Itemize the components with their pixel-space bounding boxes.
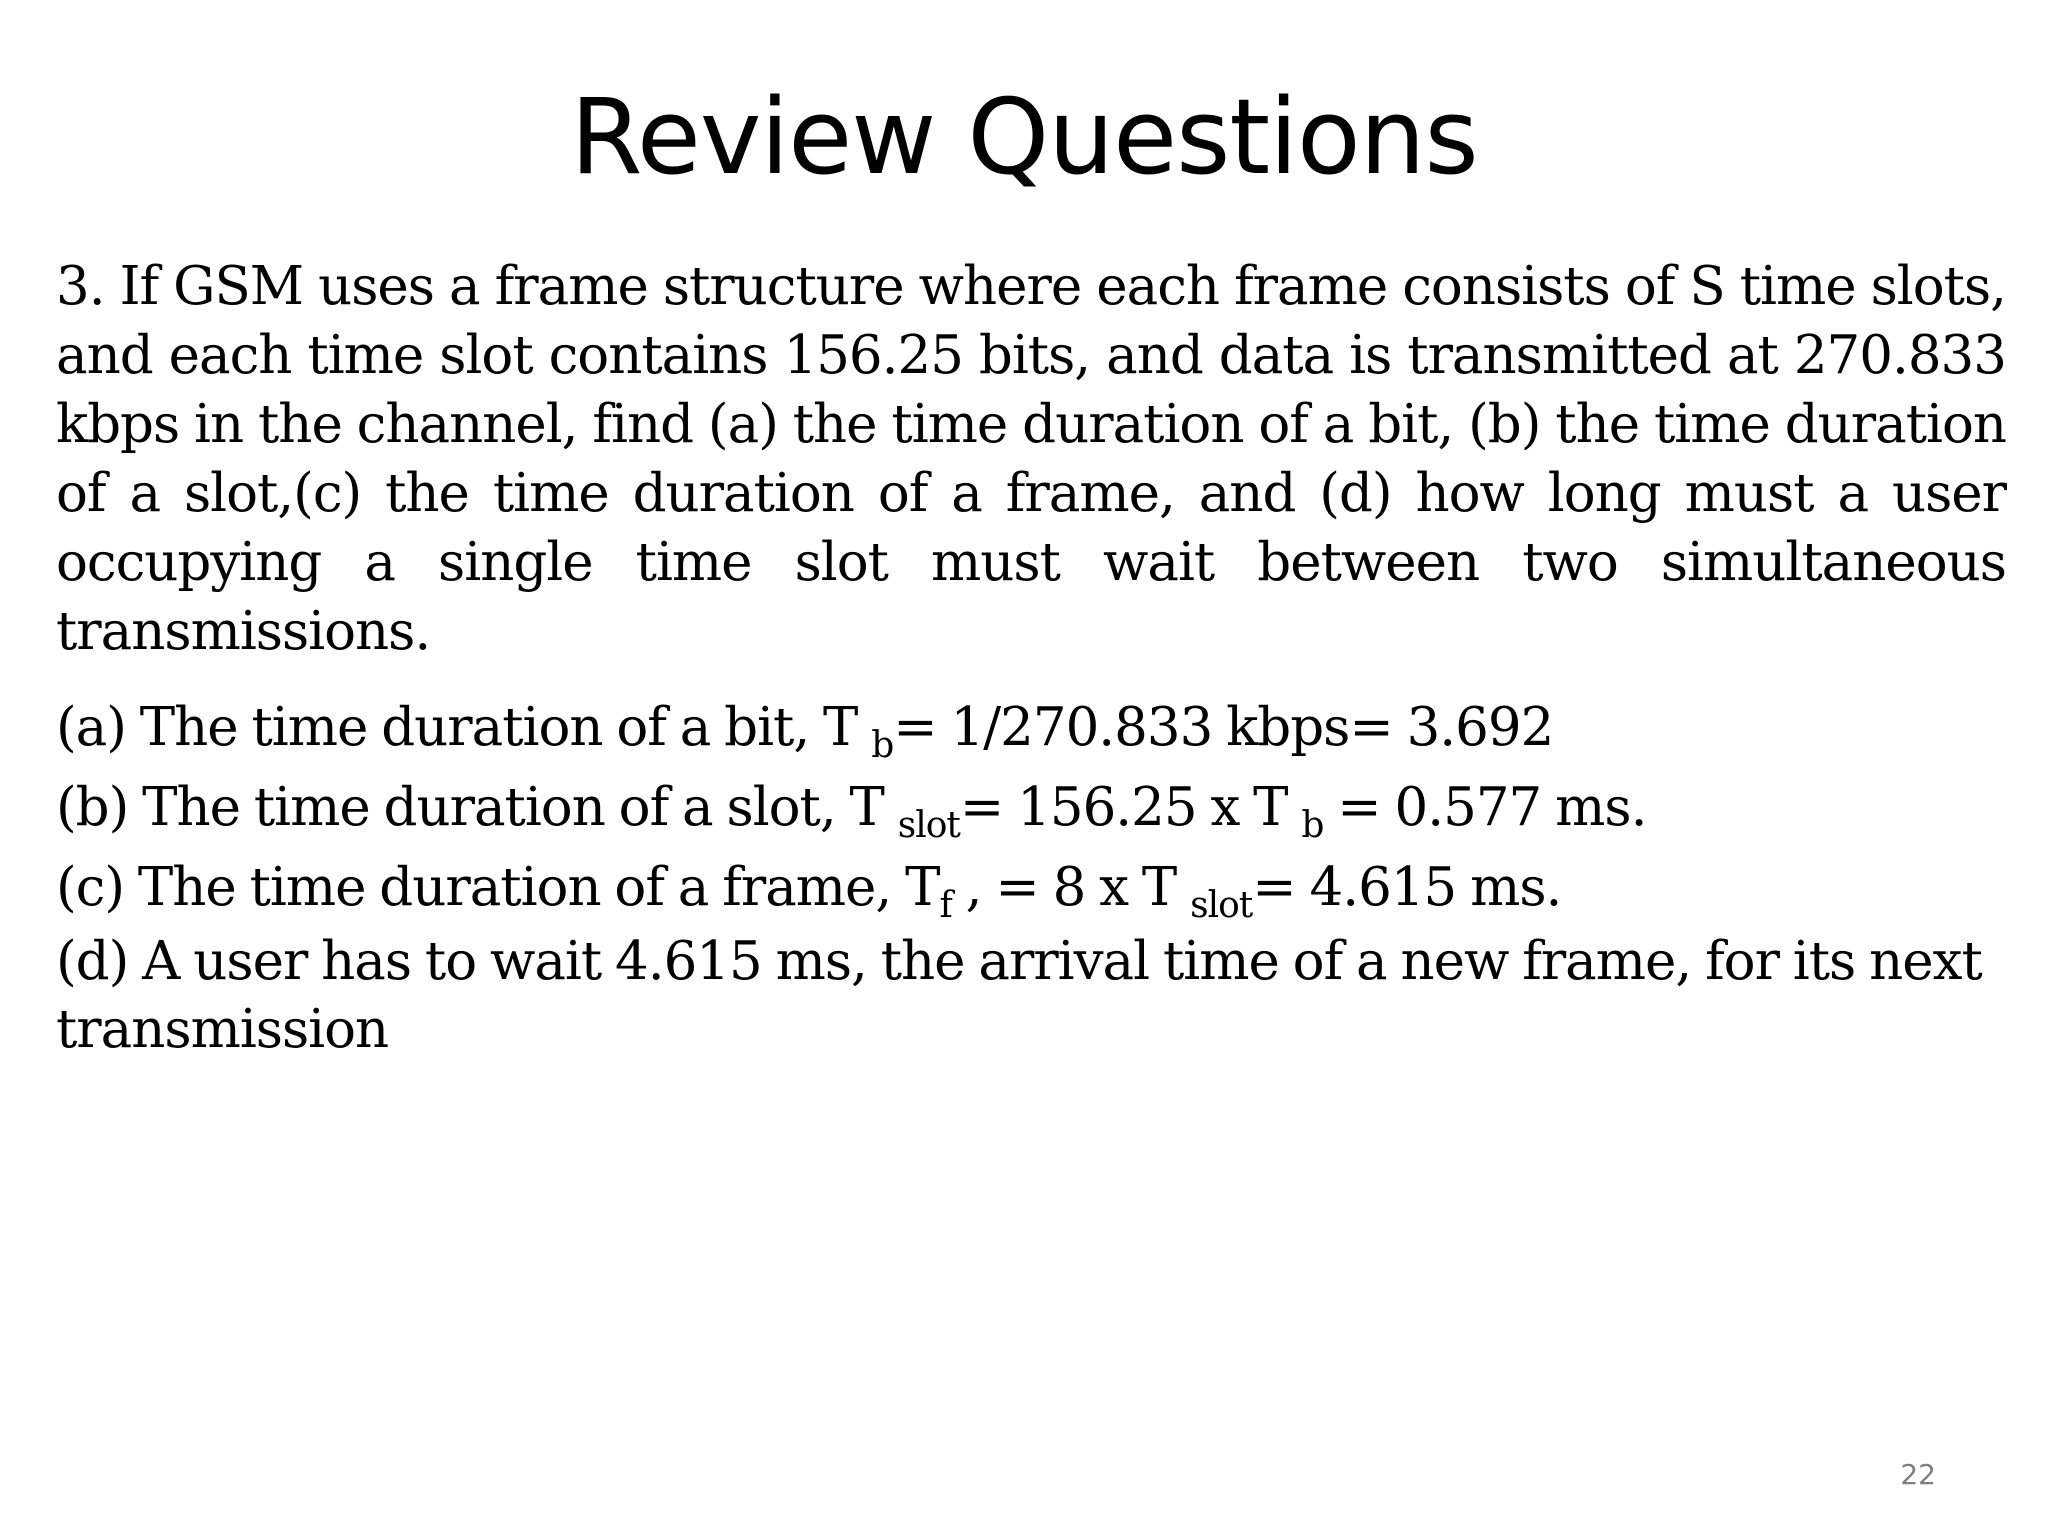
question-text: 3. If GSM uses a frame structure where each frame consists of S time slots, and each time slot contains 156.25 bits, and data is transmitted at 270.833 kbps in the channel, find (a) the time duration of a bit, (b) the time duration of a slot,(c) the time duration of a frame, and (d) how long must a user occupying a single time slot must wait between two simultaneous transmissions.: [56, 256, 2006, 662]
answer-c-post: = 4.615 ms.: [1252, 857, 1562, 918]
answer-b-pre: (b) The time duration of a slot, T: [56, 777, 898, 838]
answer-c-mid: , = 8 x T: [951, 857, 1191, 918]
page-number: 22: [1900, 1458, 1936, 1491]
answer-b: [56, 768, 2006, 848]
answer-a-pre: (a) The time duration of a bit, T: [56, 697, 872, 758]
answers-block: [56, 688, 2006, 1064]
answer-c-subscript-2: slot: [1190, 885, 1253, 926]
answer-a-post: = 1/270.833 kbps= 3.692: [893, 697, 1554, 758]
slide-title: Review Questions: [570, 76, 1478, 198]
answer-b-post: = 0.577 ms.: [1323, 777, 1647, 838]
answer-a-subscript: b: [871, 725, 894, 766]
answer-c-pre: (c) The time duration of a frame, T: [56, 857, 940, 918]
answer-c-subscript-1: f: [939, 885, 952, 926]
answer-b-subscript-2: b: [1301, 805, 1324, 846]
answer-a: [56, 688, 2006, 768]
answer-c: [56, 848, 2006, 928]
answer-b-mid: = 156.25 x T: [959, 777, 1302, 838]
answer-b-subscript-1: slot: [897, 805, 960, 846]
answer-d: (d) A user has to wait 4.615 ms, the arrival time of a new frame, for its next transmission: [56, 931, 1982, 1060]
